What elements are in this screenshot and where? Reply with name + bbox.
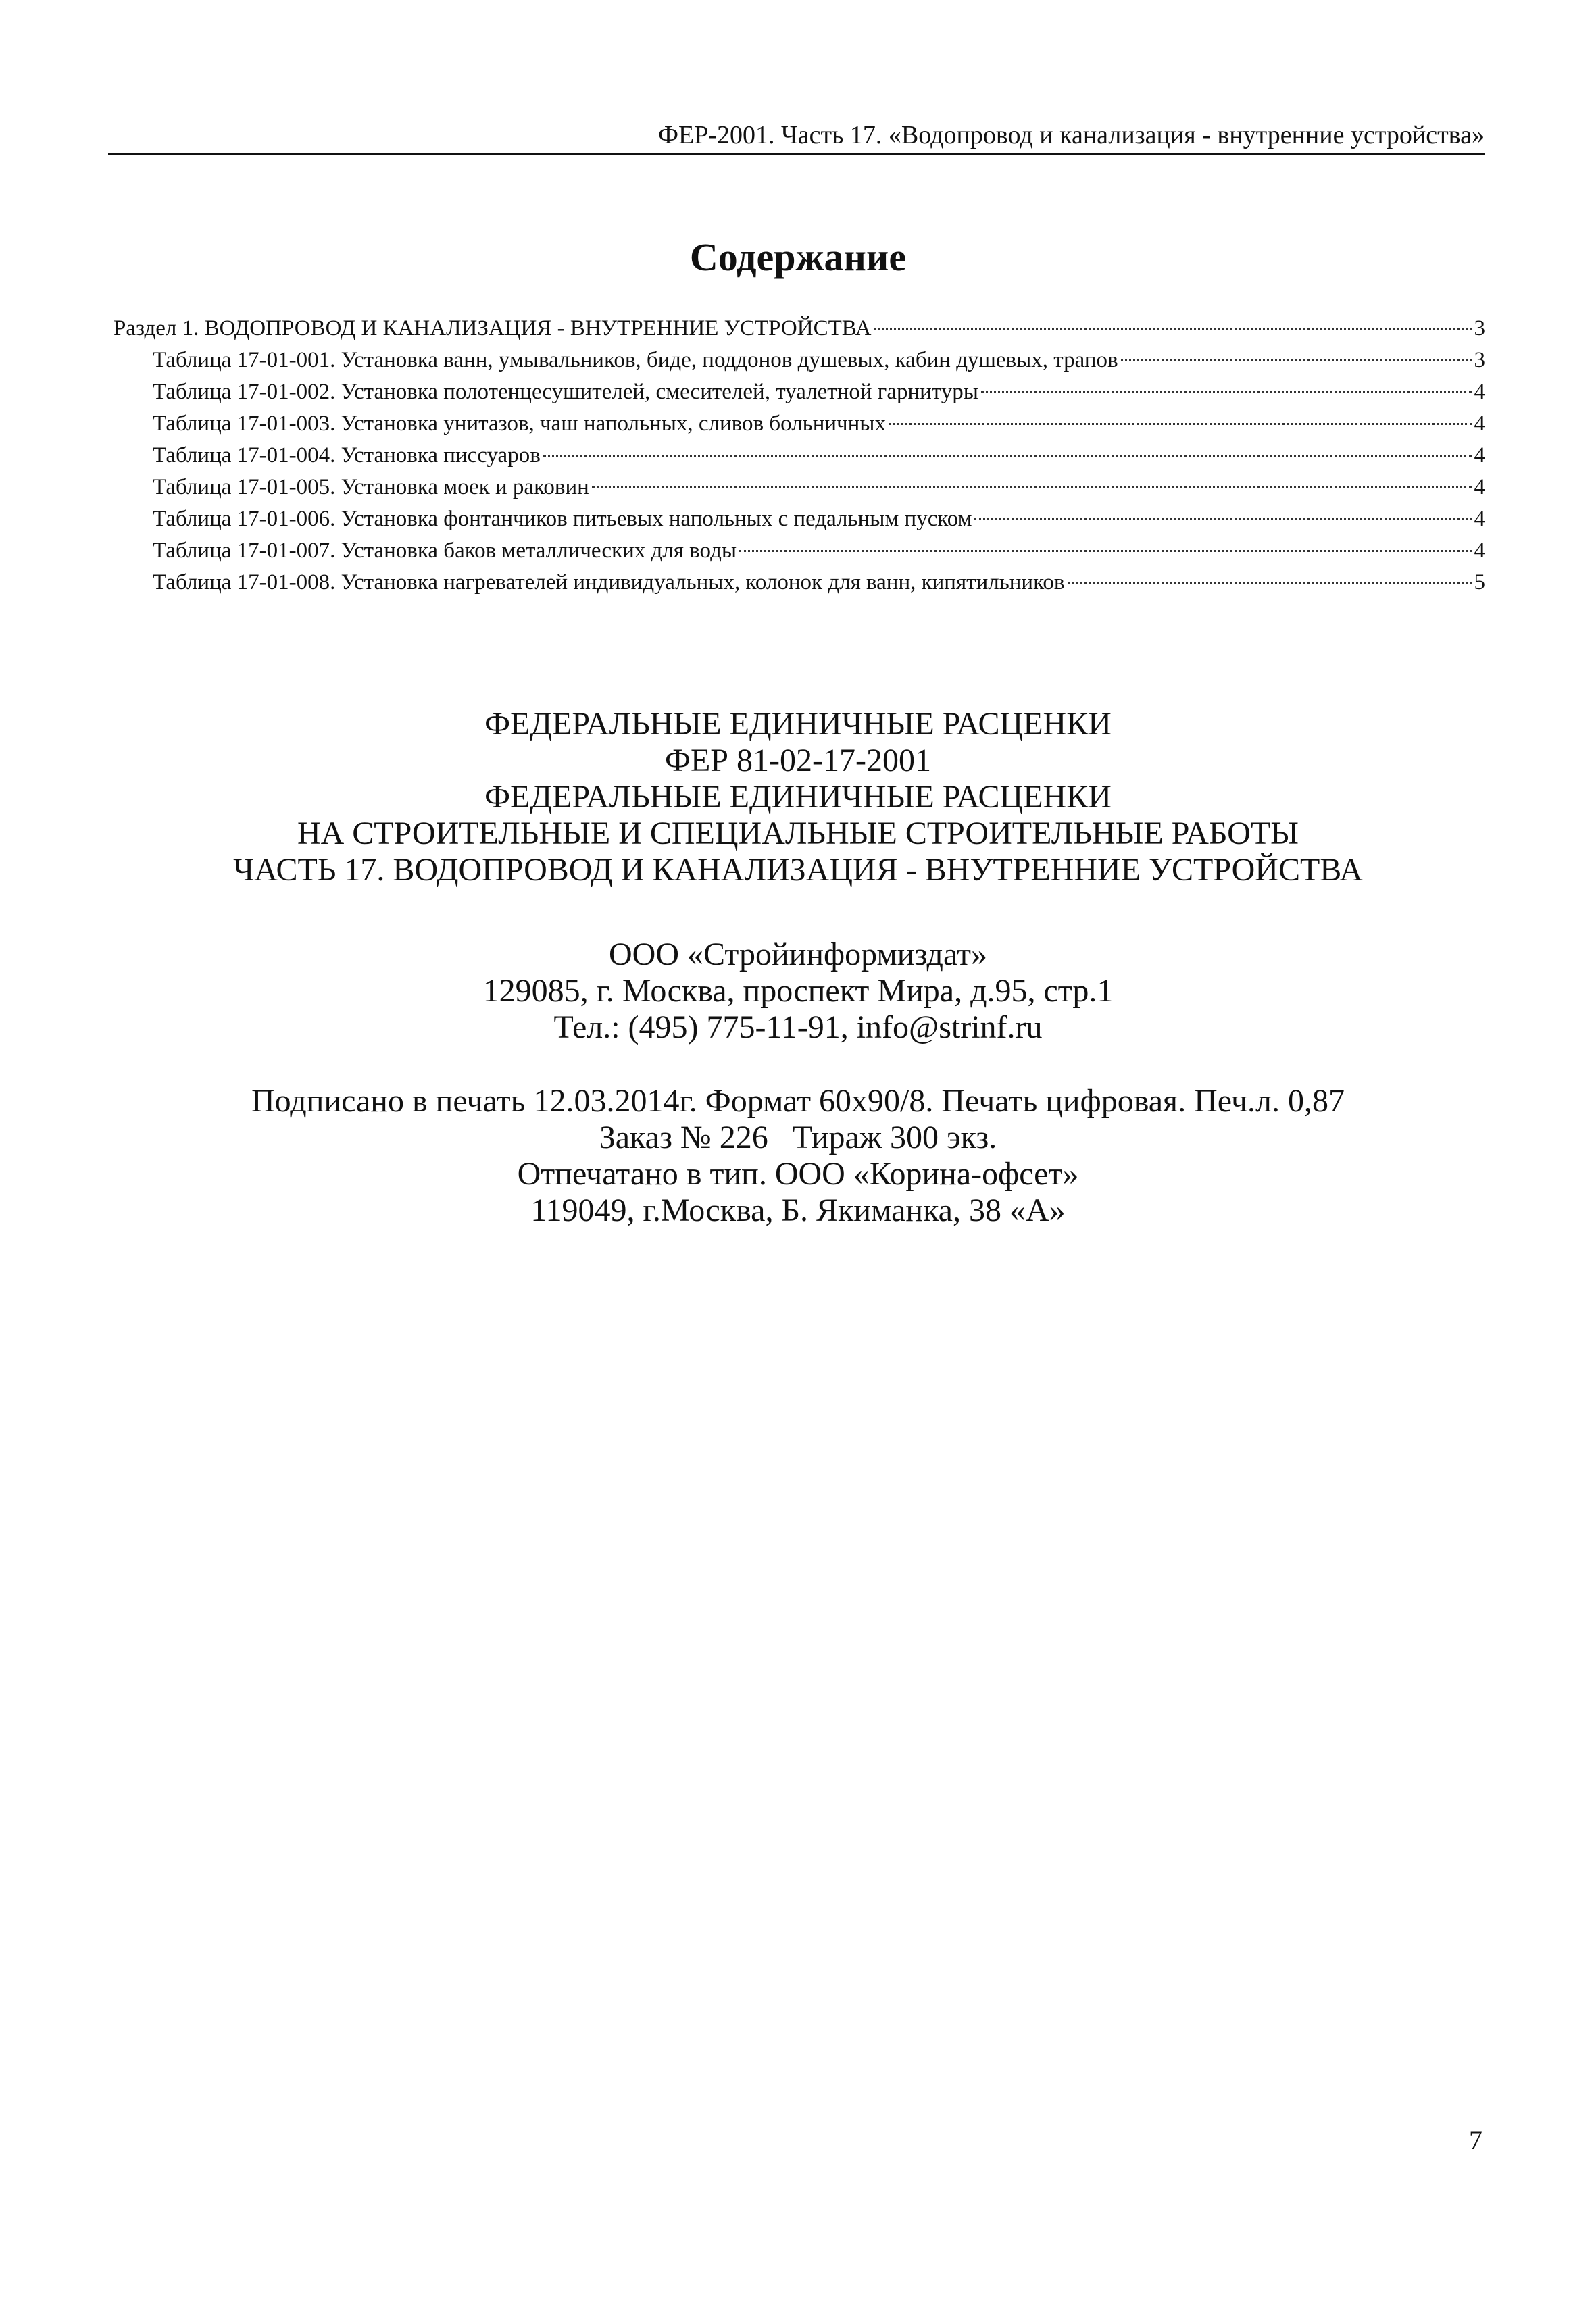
toc-entry-table-001 <box>153 345 1485 376</box>
toc-entry-table-008 <box>153 567 1485 599</box>
imprint-line: 119049, г.Москва, Б. Якиманка, 38 «А» <box>530 1192 1066 1228</box>
toc-entry-label: Таблица 17-01-006. Установка фонтанчиков питьевых напольных с педальным пуском <box>153 507 972 531</box>
toc-entry-label: Таблица 17-01-004. Установка писсуаров <box>153 443 541 468</box>
toc-entry-table-007 <box>153 535 1485 567</box>
imprint-info <box>0 1083 1596 1229</box>
title-line: ЧАСТЬ 17. ВОДОПРОВОД И КАНАЛИЗАЦИЯ - ВНУТРЕННИЕ УСТРОЙСТВА <box>233 852 1363 888</box>
toc-entry-page: 4 <box>1474 380 1485 404</box>
toc-entry-label: Таблица 17-01-001. Установка ванн, умывальников, биде, поддонов душевых, кабин душевых, трапов <box>153 348 1118 372</box>
toc-leader-dots <box>889 423 1472 425</box>
imprint-line: Подписано в печать 12.03.2014г. Формат 60х90/8. Печать цифровая. Печ.л. 0,87 <box>251 1083 1345 1119</box>
document-titles <box>0 706 1596 888</box>
toc-entry-page: 4 <box>1474 538 1485 563</box>
toc-entry-table-002 <box>153 376 1485 408</box>
toc-entry-page: 4 <box>1474 475 1485 499</box>
toc-entry-page: 4 <box>1474 411 1485 436</box>
toc-entry-page: 4 <box>1474 443 1485 468</box>
toc-entry-table-005 <box>153 472 1485 503</box>
toc-entry-label: Таблица 17-01-008. Установка нагревателей индивидуальных, колонок для ванн, кипятильников <box>153 570 1065 595</box>
toc-entry-table-003 <box>153 408 1485 440</box>
toc-entry-table-004 <box>153 440 1485 472</box>
toc-entry-page: 4 <box>1474 507 1485 531</box>
publisher-info <box>0 936 1596 1046</box>
toc-entry-table-006 <box>153 503 1485 535</box>
page-header <box>108 118 1485 155</box>
title-line: НА СТРОИТЕЛЬНЫЕ И СПЕЦИАЛЬНЫЕ СТРОИТЕЛЬНЫЕ РАБОТЫ <box>297 815 1299 851</box>
page-number: 7 <box>1469 2125 1482 2155</box>
table-of-contents <box>114 313 1485 599</box>
title-line: ФЕДЕРАЛЬНЫЕ ЕДИНИЧНЫЕ РАСЦЕНКИ <box>484 706 1112 742</box>
publisher-contacts: Тел.: (495) 775-11-91, info@strinf.ru <box>553 1009 1043 1045</box>
imprint-line: Отпечатано в тип. ООО «Корина-офсет» <box>517 1156 1079 1192</box>
toc-entry-section-1 <box>114 313 1485 345</box>
publisher-name: ООО «Стройинформиздат» <box>609 936 987 972</box>
publisher-address: 129085, г. Москва, проспект Мира, д.95, стр.1 <box>482 973 1114 1009</box>
toc-leader-dots <box>592 486 1472 488</box>
toc-leader-dots <box>1068 582 1472 584</box>
toc-entry-label: Таблица 17-01-005. Установка моек и раковин <box>153 475 589 499</box>
toc-entry-label: Таблица 17-01-003. Установка унитазов, чаш напольных, сливов больничных <box>153 411 886 436</box>
title-line: ФЕДЕРАЛЬНЫЕ ЕДИНИЧНЫЕ РАСЦЕНКИ <box>484 779 1112 815</box>
toc-title: Содержание <box>689 235 907 279</box>
toc-entry-label: Раздел 1. ВОДОПРОВОД И КАНАЛИЗАЦИЯ - ВНУТРЕННИЕ УСТРОЙСТВА <box>114 316 872 341</box>
toc-leader-dots <box>739 550 1471 552</box>
toc-entry-page: 5 <box>1474 570 1485 595</box>
header-text: ФЕР-2001. Часть 17. «Водопровод и канализация - внутренние устройства» <box>658 121 1485 149</box>
toc-leader-dots <box>874 328 1472 330</box>
toc-leader-dots <box>543 455 1472 457</box>
toc-leader-dots <box>981 391 1472 393</box>
toc-entry-label: Таблица 17-01-007. Установка баков металлических для воды <box>153 538 737 563</box>
title-line: ФЕР 81-02-17-2001 <box>665 743 931 778</box>
imprint-line: Заказ № 226 Тираж 300 экз. <box>599 1120 997 1155</box>
toc-leader-dots <box>974 518 1471 520</box>
toc-entry-page: 3 <box>1474 316 1485 341</box>
toc-leader-dots <box>1121 359 1472 361</box>
toc-entry-label: Таблица 17-01-002. Установка полотенцесушителей, смесителей, туалетной гарнитуры <box>153 380 978 404</box>
toc-entry-page: 3 <box>1474 348 1485 372</box>
